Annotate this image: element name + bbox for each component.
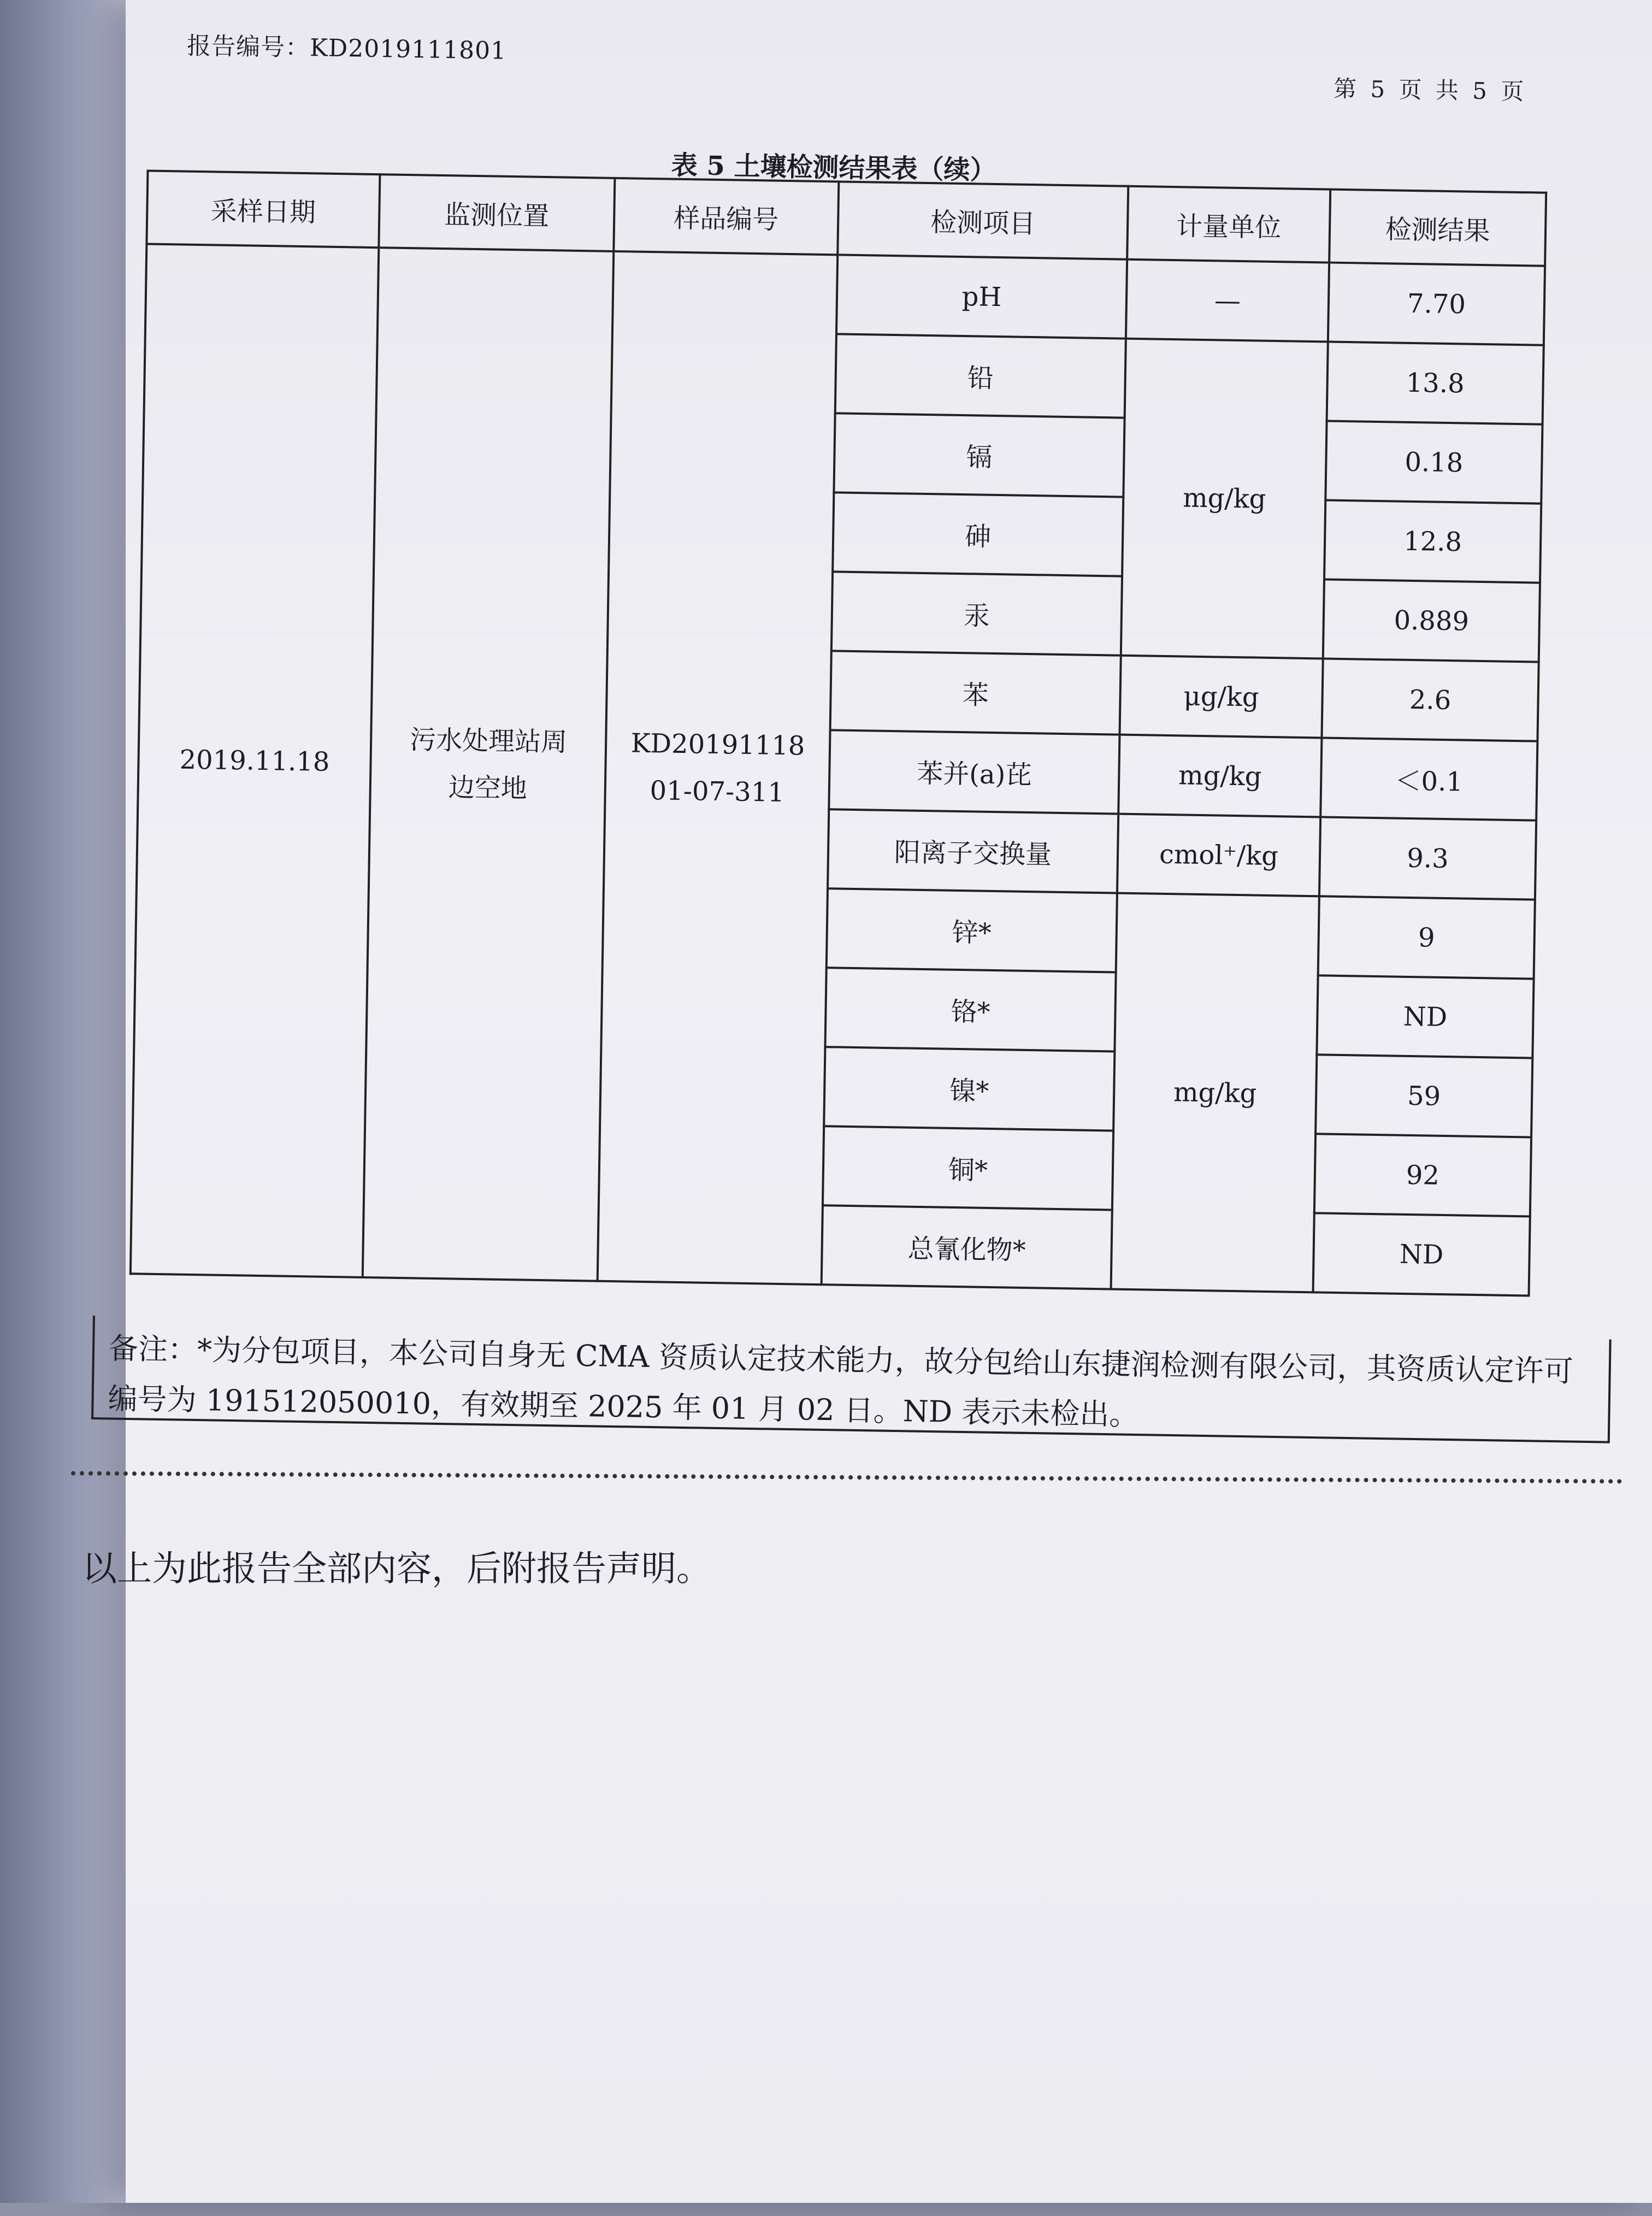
closing-statement: 以上为此报告全部内容，后附报告声明。 — [82, 1549, 711, 1589]
item-cell: 镍* — [824, 1047, 1114, 1130]
result-cell: 92 — [1314, 1134, 1531, 1216]
header-cell: 样品编号 — [613, 178, 839, 255]
item-cell: 苯并(a)芘 — [829, 730, 1119, 814]
item-cell: 铬* — [825, 968, 1116, 1051]
item-cell: 铜* — [823, 1126, 1113, 1210]
result-cell: ＜0.1 — [1320, 738, 1537, 820]
result-cell: 0.889 — [1323, 579, 1540, 662]
header-cell: 检测项目 — [837, 181, 1128, 259]
item-cell: 汞 — [831, 571, 1122, 655]
result-cell: 59 — [1315, 1054, 1532, 1137]
result-cell: ND — [1317, 975, 1533, 1058]
unit-cell: mg/kg — [1121, 339, 1328, 659]
result-cell: ND — [1313, 1213, 1530, 1295]
result-cell: 7.70 — [1328, 263, 1545, 345]
unit-cell: mg/kg — [1111, 893, 1319, 1293]
unit-cell: μg/kg — [1120, 656, 1323, 738]
result-cell: 2.6 — [1321, 658, 1538, 741]
result-cell: 12.8 — [1324, 500, 1541, 582]
sample-id-cell: KD2019111801-07-311 — [598, 251, 838, 1284]
report-number: 报告编号：KD2019111801 — [186, 32, 507, 65]
results-table — [129, 170, 1547, 1297]
header-cell: 采样日期 — [146, 171, 380, 248]
sampling-date-cell: 2019.11.18 — [131, 244, 379, 1277]
table-title: 表 5 土壤检测结果表（续） — [671, 150, 996, 186]
result-cell: 0.18 — [1325, 421, 1542, 503]
item-cell: 苯 — [830, 651, 1121, 734]
result-cell: 9.3 — [1319, 817, 1536, 899]
item-cell: 砷 — [833, 492, 1123, 576]
item-cell: 镉 — [834, 413, 1124, 497]
item-cell: 铅 — [835, 334, 1126, 417]
header-cell: 计量单位 — [1127, 186, 1330, 263]
location-cell: 污水处理站周边空地 — [363, 247, 614, 1281]
header-cell: 检测结果 — [1329, 190, 1546, 266]
item-cell: 锌* — [827, 888, 1117, 972]
table-note: 备注：*为分包项目，本公司自身无 CMA 资质认定技术能力，故分包给山东捷润检测有限公司，其资质认定许可编号为 191512050010，有效期至 2025 年 01 月 02 日。ND 表示未检出。 — [91, 1316, 1612, 1443]
unit-cell: cmol⁺/kg — [1117, 814, 1320, 897]
item-cell: 阳离子交换量 — [828, 809, 1118, 893]
item-cell: 总氰化物* — [822, 1205, 1112, 1289]
unit-cell: — — [1126, 260, 1329, 342]
result-cell: 9 — [1318, 896, 1535, 979]
item-cell: pH — [836, 255, 1127, 338]
page-number: 第 5 页 共 5 页 — [1333, 75, 1527, 105]
header-cell: 监测位置 — [379, 174, 615, 251]
unit-cell: mg/kg — [1118, 735, 1321, 817]
result-cell: 13.8 — [1327, 342, 1544, 425]
